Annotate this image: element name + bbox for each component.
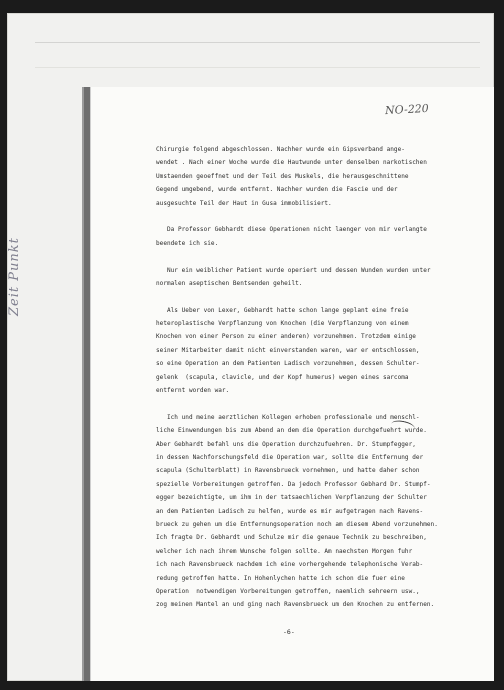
text-line: redung getroffen hatte. In Hohenlychen hatte ich schon die fuer eine [156, 574, 405, 582]
text-line: Nur ein weiblicher Patient wurde operiert und dessen Wunden wurden unter [156, 266, 431, 274]
text-line: in dessen Nachforschungsfeld die Operation war, sollte die Entfernung der [156, 453, 424, 461]
text-line: wendet . Nach einer Woche wurde die Hautwunde unter denselben narkotischen [156, 159, 427, 167]
document-reference: NO-220 [384, 101, 430, 118]
text-line: beendete ich sie. [156, 239, 219, 247]
text-line: brueck zu gehen um die Entfernungsoperation noch am diesem Abend vorzunehmen. [156, 520, 438, 528]
text-line: seiner Mitarbeiter damit nicht einverstanden waren, war er entschlossen, [156, 346, 420, 354]
text-line: so eine Operation an dem Patienten Ladisch vorzunehmen, dessen Schulter- [156, 360, 420, 368]
text-line: Ich fragte Dr. Gebhardt und Schulze mir die genaue Technik zu beschreiben, [156, 534, 427, 542]
text-line: egger bezeichtigte, um ihm in der tatsaechlichen Verpflanzung der Schulter [156, 494, 427, 502]
text-line: welcher ich nach ihrem Wunsche folgen sollte. Am naechsten Morgen fuhr [156, 547, 413, 555]
text-line: normalen aseptischen Bentsenden geheilt. [156, 279, 303, 287]
text-line: Als Ueber von Lexer, Gebhardt hatte schon lange geplant eine freie [156, 306, 409, 314]
text-line: zog meinen Mantel an und ging nach Ravensbrueck um den Knochen zu entfernen. [156, 601, 435, 609]
text-line: Gegend umgebend, wurde entfernt. Nachher wurden die Fascie und der [156, 186, 398, 194]
text-line: Da Professor Gebhardt diese Operationen nicht laenger von mir verlangte [156, 226, 427, 234]
page-number: -6- [283, 628, 295, 636]
typewritten-body [156, 143, 474, 612]
text-line: ausgesuchte Teil der Haut in Gusa immobilisiert. [156, 199, 332, 207]
text-line: entfernt worden war. [156, 387, 230, 395]
text-line: liche Einwendungen bis zum Abend an dem die Operation durchgefuehrt wurde. [156, 427, 427, 435]
text-line: Ich und meine aerztlichen Kollegen erhoben professionale und menschl- [156, 413, 420, 421]
text-line: ich nach Ravensbrueck nachdem ich eine vorhergehende telephonische Verab- [156, 561, 424, 569]
text-line: gelenk (scapula, clavicle, und der Kopf humerus) wegen eines sarcoma [156, 373, 409, 381]
text-line: Umstaenden geoeffnet und der Teil des Muskels, die herausgeschnittene [156, 172, 409, 180]
text-line [156, 250, 474, 263]
text-line: Chirurgie folgend abgeschlossen. Nachher wurde ein Gipsverband ange- [156, 146, 405, 153]
text-line [156, 290, 474, 303]
paper-edge-strip [35, 42, 480, 68]
text-line: spezielle Vorbereitungen getroffen. Da jedoch Professor Gebhard Dr. Stumpf- [156, 480, 431, 488]
text-line: Aber Gebhardt befahl uns die Operation durchzufuehren. Dr. Stumpfegger, [156, 440, 416, 448]
text-line: an dem Patienten Ladisch zu helfen, wurde es mir aufgetragen nach Ravens- [156, 507, 424, 515]
text-line: heteroplastische Verpflanzung von Knochen (die Verpflanzung von einem [156, 320, 409, 328]
text-line [156, 210, 474, 223]
text-line [156, 397, 474, 410]
text-line: Operation notwendigen Vorbereitungen getroffen, naemlich sehreern usw., [156, 587, 420, 595]
text-line: scapula (Schulterblatt) in Ravensbrueck vornehmen, und hatte daher schon [156, 467, 420, 475]
margin-handwriting: Zeit Punkt [7, 237, 22, 316]
text-line: Knochen von einer Person zu einer anderen) vorzunehmen. Trotzdem einige [156, 333, 416, 341]
